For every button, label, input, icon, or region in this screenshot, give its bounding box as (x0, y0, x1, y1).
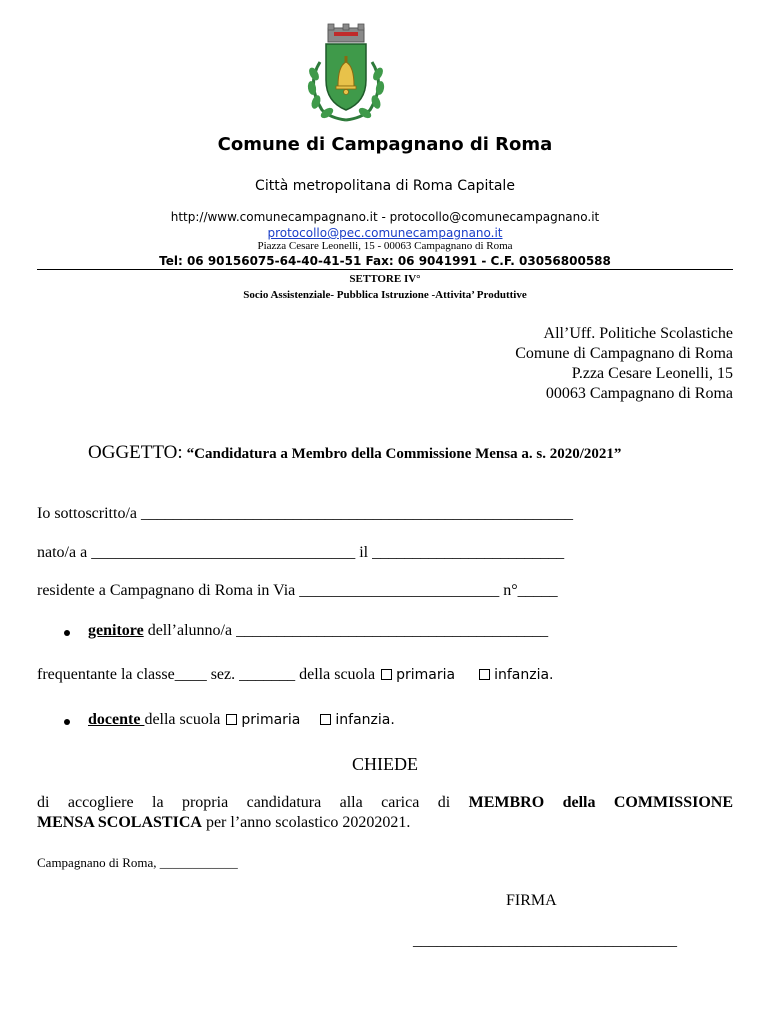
teacher-label: docente (88, 711, 145, 728)
teacher-field-rest: della scuola (144, 711, 221, 728)
place-date-line: Campagnano di Roma, ____________ (37, 855, 238, 870)
primaria-checkbox[interactable] (381, 669, 392, 680)
request-paragraph-line1 (37, 794, 733, 812)
class-field-text: frequentante la classe____ sez. _______ della scuola (37, 666, 376, 683)
subject-text: “Candidatura a Membro della Commissione Mensa a. s. 2020/2021” (186, 446, 622, 462)
signature-line: _________________________________ (413, 932, 677, 949)
recipient-line: All’Uff. Politiche Scolastiche (543, 325, 733, 342)
name-field-line: Io sottoscritto/a ______________________________________________________ (37, 505, 573, 522)
municipality-title: Comune di Campagnano di Roma (217, 134, 553, 155)
bullet-icon (64, 630, 70, 636)
department-label: Socio Assistenziale- Pubblica Istruzione -Attivita’ Produttive (243, 289, 527, 301)
teacher-infanzia-label: infanzia. (335, 712, 395, 728)
address-line: Piazza Cesare Leonelli, 15 - 00063 Campagnano di Roma (257, 240, 513, 252)
pec-email-link[interactable]: protocollo@pec.comunecampagnano.it (267, 226, 503, 240)
teacher-primaria-checkbox[interactable] (226, 714, 237, 725)
request-paragraph-line2 (37, 814, 410, 832)
teacher-field-line (88, 711, 395, 729)
teacher-infanzia-checkbox[interactable] (320, 714, 331, 725)
infanzia-label: infanzia. (494, 667, 554, 683)
teacher-primaria-label: primaria (241, 712, 301, 728)
recipient-line: 00063 Campagnano di Roma (545, 385, 733, 402)
class-field-line (37, 666, 554, 684)
parent-label: genitore (88, 622, 144, 639)
web-email-line: http://www.comunecampagnano.it - protocollo@comunecampagnano.it (170, 210, 600, 224)
request-service-bold: MENSA SCOLASTICA (37, 814, 202, 831)
recipient-line: P.zza Cesare Leonelli, 15 (571, 365, 733, 382)
header-divider (37, 269, 733, 270)
request-role-bold: MEMBRO della COMMISSIONE (468, 794, 734, 811)
infanzia-checkbox[interactable] (479, 669, 490, 680)
request-heading: CHIEDE (352, 754, 418, 774)
municipal-crest-icon (300, 22, 392, 122)
contacts-line: Tel: 06 90156075-64-40-41-51 Fax: 06 9041991 - C.F. 03056800588 (159, 254, 611, 268)
birth-field-line: nato/a a _________________________________ il ________________________ (37, 544, 565, 561)
request-text: di accogliere la propria candidatura alla carica di (37, 794, 469, 811)
request-year-text: per l’anno scolastico 20202021. (201, 814, 411, 831)
address-field-line: residente a Campagnano di Roma in Via _________________________ n°_____ (37, 582, 558, 599)
parent-field-rest: dell’alunno/a _______________________________________ (143, 622, 549, 639)
municipality-subtitle: Città metropolitana di Roma Capitale (255, 178, 515, 194)
parent-field-line (88, 622, 548, 640)
subject-line (88, 442, 621, 464)
primaria-label: primaria (396, 667, 456, 683)
signature-label: FIRMA (506, 892, 557, 909)
subject-label: OGGETTO: (88, 442, 183, 463)
bullet-icon (64, 719, 70, 725)
sector-label: SETTORE IV° (349, 273, 421, 285)
pec-line (0, 226, 770, 240)
recipient-line: Comune di Campagnano di Roma (515, 345, 733, 362)
